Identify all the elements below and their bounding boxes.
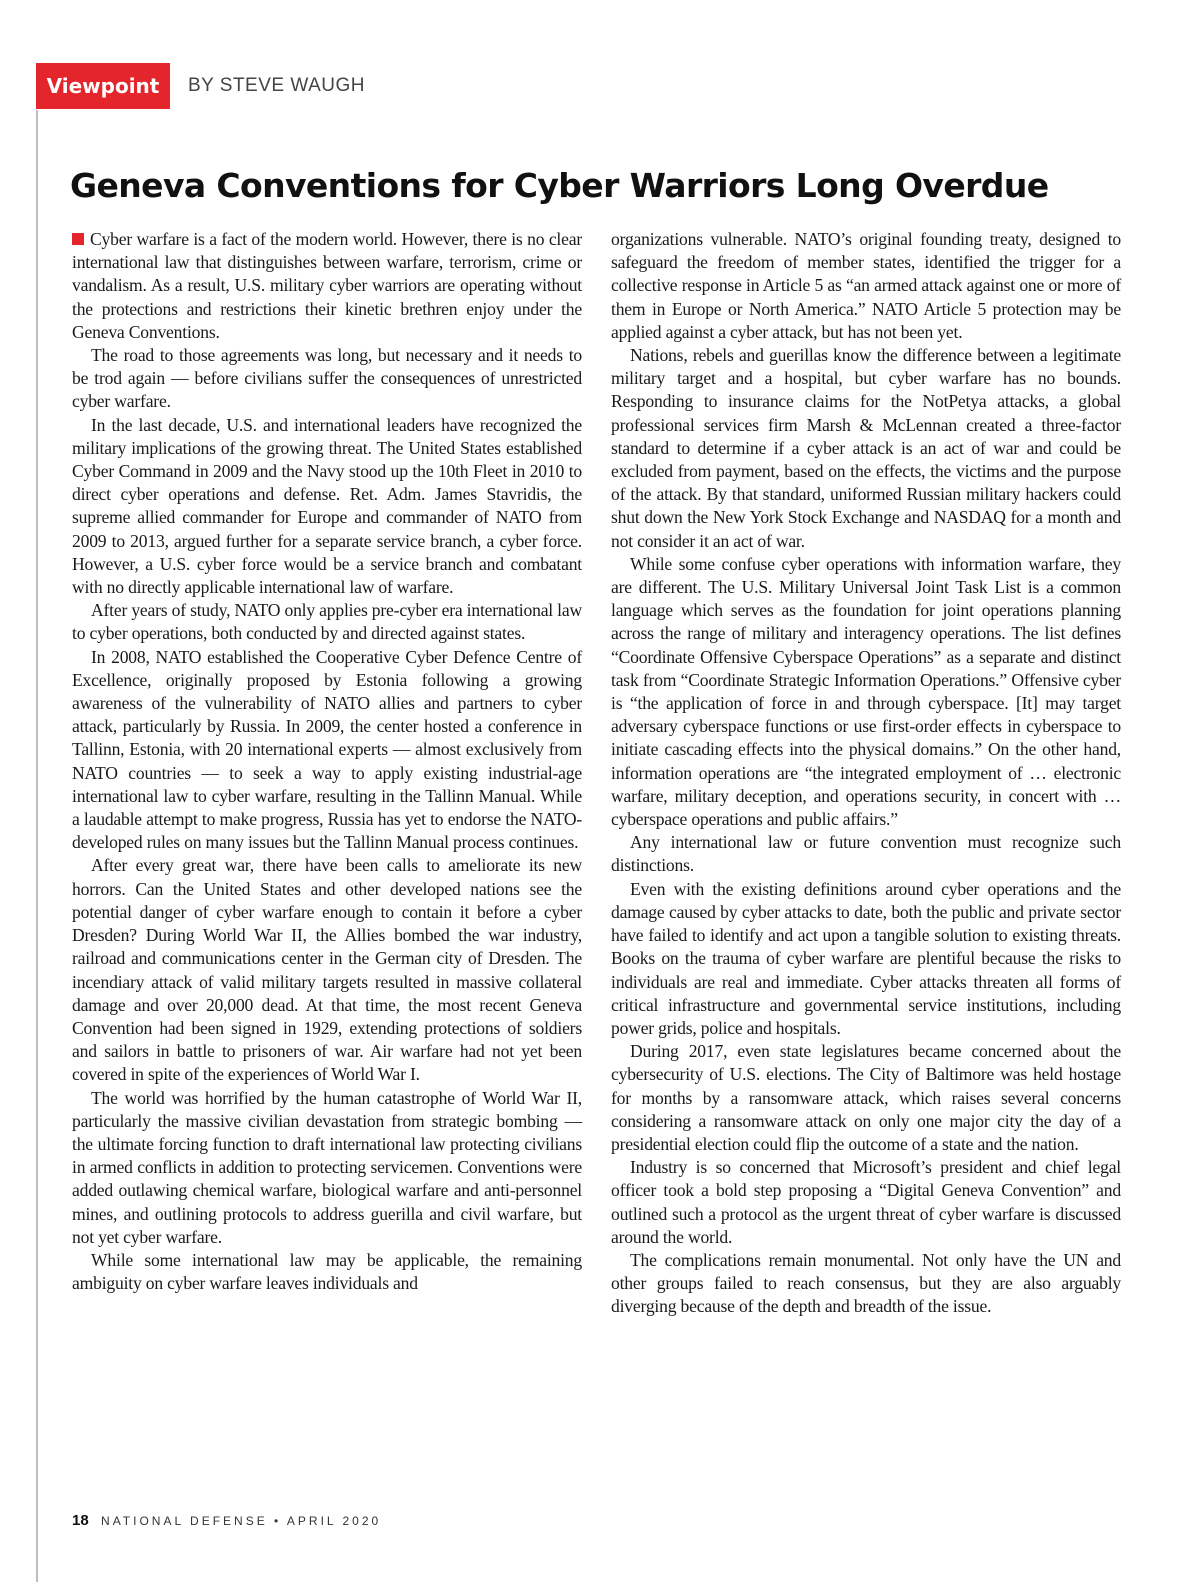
headline: Geneva Conventions for Cyber Warriors Long Overdue bbox=[70, 166, 1049, 205]
paragraph: During 2017, even state legislatures became concerned about the cybersecurity of U.S. elections. The City of Baltimore was held hostage for months by a ransomware attack, which raises several concerns considering a ransomware attack on only one major city the day of a presidential election could flip the outcome of a state and the nation. bbox=[611, 1041, 1121, 1154]
paragraph: Any international law or future convention must recognize such distinctions. bbox=[611, 832, 1121, 876]
margin-rule bbox=[36, 110, 38, 1582]
paragraph: After every great war, there have been calls to ameliorate its new horrors. Can the United States and other developed nations see the potential danger of cyber warfare enough to contain it before a cyber Dresden? During World War II, the Allies bombed the war industry, railroad and communications center in the German city of Dresden. The incendiary attack of valid military targets resulted in massive collateral damage and over 20,000 dead. At that time, the most recent Geneva Convention had been signed in 1929, extending protections of soldiers and sailors in battle to prisoners of war. Air warfare had not yet been covered in spite of the experiences of World War I. bbox=[72, 855, 582, 1085]
paragraph: The complications remain monumental. Not only have the UN and other groups failed to reach consensus, but they are also arguably diverging because of the depth and breadth of the issue. bbox=[611, 1249, 1121, 1317]
paragraph: Even with the existing definitions around cyber operations and the damage caused by cyber attacks to date, both the public and private sector have failed to identify and act upon a tangible solution to existing threats. Books on the trauma of cyber warfare are plentiful because the risks to individuals are real and immediate. Cyber attacks threaten all forms of critical infrastructure and governmental service institutions, including power grids, police and hospitals. bbox=[611, 878, 1121, 1038]
paragraph: In the last decade, U.S. and international leaders have recognized the military implications of the growing threat. The United States established Cyber Command in 2009 and the Navy stood up the 10th Fleet in 2010 to direct cyber operations and defense. Ret. Adm. James Stavridis, the supreme allied commander for Europe and commander of NATO from 2009 to 2013, argued further for a separate service branch, a cyber force. However, a U.S. cyber force would be a service branch and combatant with no directly applicable international law of warfare. bbox=[72, 414, 582, 598]
paragraph: The world was horrified by the human catastrophe of World War II, particularly the massive civilian devastation from strategic bombing — the ultimate forcing function to draft international law protecting civilians in armed conflicts in addition to protecting servicemen. Conventions were added outlawing chemical warfare, biological warfare and anti-personnel mines, and outlining protocols to address guerilla and civil warfare, but not yet cyber warfare. bbox=[72, 1087, 582, 1247]
publication-line: NATIONAL DEFENSE • APRIL 2020 bbox=[101, 1514, 382, 1528]
paragraph bbox=[72, 228, 582, 344]
red-square-bullet-icon bbox=[72, 233, 84, 245]
paragraph: In 2008, NATO established the Cooperative Cyber Defence Centre of Excellence, originally proposed by Estonia following a growing awareness of the vulnerability of NATO allies and partners to cyber attack, particularly by Russia. In 2009, the center hosted a conference in Tallinn, Estonia, with 20 international experts — almost exclusively from NATO countries — to seek a way to apply existing industrial-age international law to cyber warfare, resulting in the Tallinn Manual. While a laudable attempt to make progress, Russia has yet to endorse the NATO-developed rules on many issues but the Tallinn Manual process continues. bbox=[72, 646, 582, 853]
paragraph: After years of study, NATO only applies pre-cyber era international law to cyber operations, both conducted by and directed against states. bbox=[72, 600, 582, 644]
byline: BY STEVE WAUGH bbox=[188, 75, 365, 96]
paragraph-text: Cyber warfare is a fact of the modern world. However, there is no clear international law that distinguishes between warfare, terrorism, crime or vandalism. As a result, U.S. military cyber warriors are operating without the protections and restrictions their kinetic brethren enjoy under the Geneva Conventions. bbox=[72, 229, 582, 342]
section-tag: Viewpoint bbox=[36, 63, 170, 109]
paragraph: While some confuse cyber operations with information warfare, they are different. The U.S. Military Universal Joint Task List is a common language which serves as the foundation for joint operations planning across the range of military and interagency operations. The list defines “Coordinate Offensive Cyberspace Operations” as a separate and distinct task from “Coordinate Strategic Information Operations.” Offensive cyber is “the application of force in and through cyberspace. [It] may target adversary cyberspace functions or use first-order effects in cyberspace to initiate cascading effects into the physical domains.” On the other hand, information operations are “the integrated employment of … electronic warfare, military deception, and operations security, in concert with … cyberspace operations and public affairs.” bbox=[611, 553, 1121, 830]
page-number: 18 bbox=[72, 1512, 89, 1529]
paragraph: Industry is so concerned that Microsoft’s president and chief legal officer took a bold step proposing a “Digital Geneva Convention” and outlined such a protocol as the urgent threat of cyber warfare is discussed around the world. bbox=[611, 1157, 1121, 1247]
paragraph: organizations vulnerable. NATO’s original founding treaty, designed to safeguard the freedom of member states, identified the trigger for a collective response in Article 5 as “an armed attack against one or more of them in Europe or North America.” NATO Article 5 protection may be applied against a cyber attack, but has not been yet. bbox=[611, 229, 1121, 342]
paragraph: The road to those agreements was long, but necessary and it needs to be trod again — before civilians suffer the consequences of unrestricted cyber warfare. bbox=[72, 345, 582, 412]
right-column bbox=[611, 228, 1121, 1319]
left-column bbox=[72, 228, 582, 1295]
page-footer bbox=[72, 1512, 381, 1529]
paragraph: While some international law may be applicable, the remaining ambiguity on cyber warfare leaves individuals and bbox=[72, 1249, 582, 1294]
paragraph: Nations, rebels and guerillas know the difference between a legitimate military target and a hospital, but cyber warfare has no bounds. Responding to insurance claims for the NotPetya attacks, a global professional services firm Marsh & McLennan created a three-factor standard to determine if a cyber attack is an act of war and could be excluded from payment, based on the effects, the victims and the purpose of the attack. By that standard, uniformed Russian military hackers could shut down the New York Stock Exchange and NASDAQ for a month and not consider it an act of war. bbox=[611, 345, 1121, 551]
